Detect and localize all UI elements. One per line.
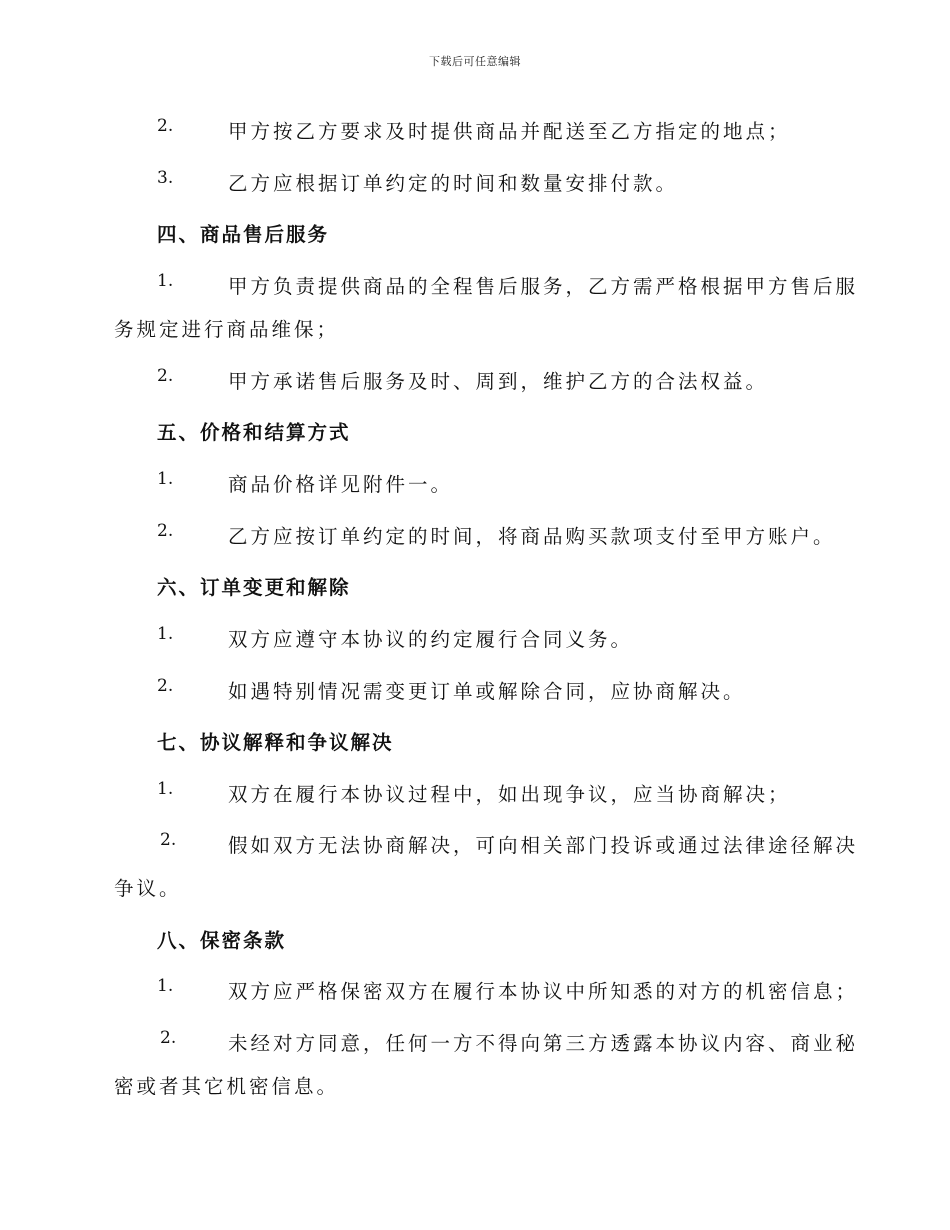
item-number: 2.	[157, 116, 174, 136]
heading-text: 七、协议解释和争议解决	[157, 731, 394, 754]
item-text: 如遇特别情况需变更订单或解除合同，应协商解决。	[228, 680, 746, 703]
item-text: 商品价格详见附件一。	[228, 473, 454, 496]
item-number: 2.	[160, 1028, 177, 1048]
item-number: 1.	[157, 469, 174, 489]
item-text: 甲方负责提供商品的全程售后服务，乙方需严格根据甲方售后服	[228, 275, 859, 298]
item-number: 1.	[157, 271, 174, 291]
item-text: 双方应严格保密双方在履行本协议中所知悉的对方的机密信息；	[228, 980, 859, 1003]
heading-text: 六、订单变更和解除	[157, 576, 351, 599]
heading-text: 五、价格和结算方式	[157, 421, 351, 444]
item-text: 乙方应根据订单约定的时间和数量安排付款。	[228, 172, 679, 195]
heading-text: 八、保密条款	[157, 929, 287, 952]
item-text: 甲方按乙方要求及时提供商品并配送至乙方指定的地点；	[228, 120, 791, 143]
item-text: 双方应遵守本协议的约定履行合同义务。	[228, 628, 634, 651]
continuation-text: 务规定进行商品维保；	[114, 318, 340, 341]
item-number: 1.	[157, 624, 174, 644]
item-number: 1.	[157, 779, 174, 799]
item-number: 2.	[157, 676, 174, 696]
item-text: 双方在履行本协议过程中，如出现争议，应当协商解决；	[228, 783, 791, 806]
item-text: 未经对方同意，任何一方不得向第三方透露本协议内容、商业秘	[228, 1032, 859, 1055]
item-number: 2.	[157, 521, 174, 541]
page-header: 下载后可任意编辑	[429, 55, 521, 68]
item-number: 3.	[157, 168, 174, 188]
item-number: 1.	[157, 976, 174, 996]
continuation-text: 密或者其它机密信息。	[114, 1075, 340, 1098]
item-number: 2.	[160, 830, 177, 850]
item-text: 乙方应按订单约定的时间，将商品购买款项支付至甲方账户。	[228, 525, 836, 548]
item-number: 2.	[157, 366, 174, 386]
item-text: 假如双方无法协商解决，可向相关部门投诉或通过法律途径解决	[228, 834, 859, 857]
continuation-text: 争议。	[114, 877, 182, 900]
heading-text: 四、商品售后服务	[157, 223, 330, 246]
item-text: 甲方承诺售后服务及时、周到，维护乙方的合法权益。	[228, 370, 769, 393]
